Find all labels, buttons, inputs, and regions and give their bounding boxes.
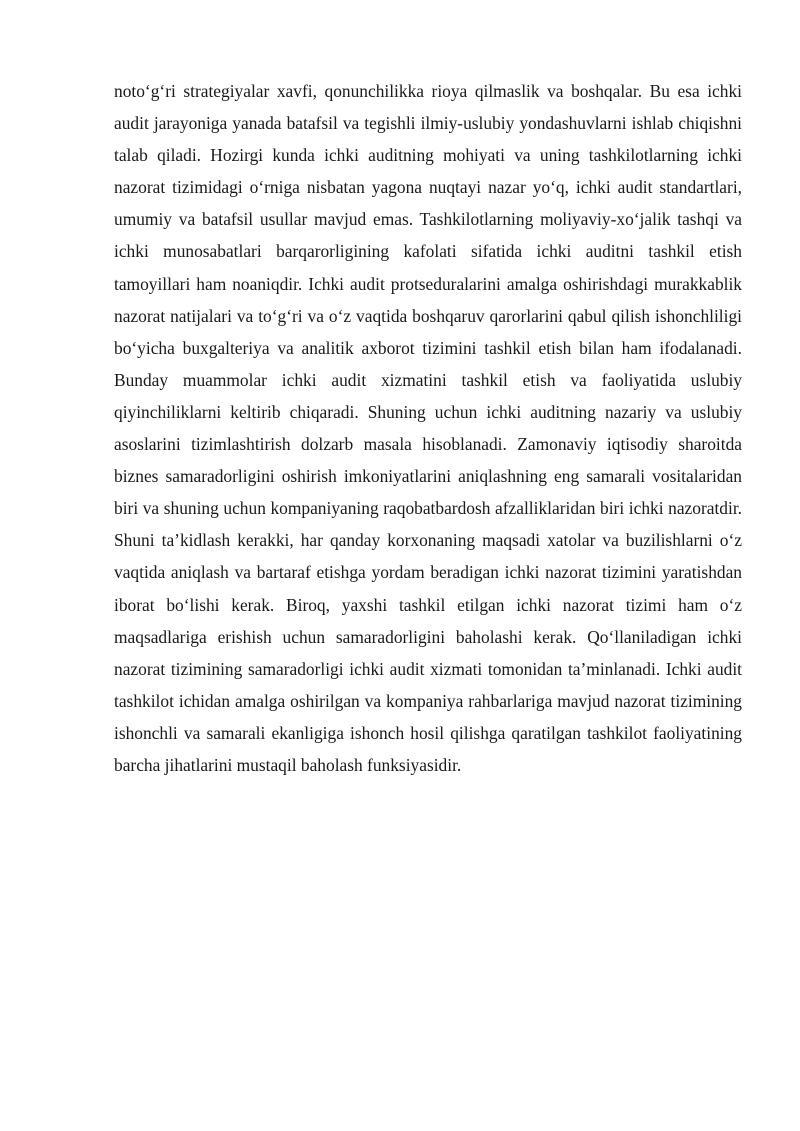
body-paragraph: noto‘g‘ri strategiyalar xavfi, qonunchilikka rioya qilmaslik va boshqalar. Bu esa ichki audit jarayoniga yanada batafsil va tegishli ilmiy-uslubiy yondashuvlarni ishlab chiqishni talab qiladi. Hozirgi kunda ichki auditning mohiyati va uning tashkilotlarning ichki nazorat tizimidagi o‘rniga nisbatan yagona nuqtayi nazar yo‘q, ichki audit standartlari, umumiy va batafsil usullar mavjud emas. Tashkilotlarning moliyaviy-xo‘jalik tashqi va ichki munosabatlari barqarorligining kafolati sifatida ichki auditni tashkil etish tamoyillari ham noaniqdir. Ichki audit protseduralarini amalga oshirishdagi murakkablik nazorat natijalari va to‘g‘ri va o‘z vaqtida boshqaruv qarorlarini qabul qilish ishonchliligi bo‘yicha buxgalteriya va analitik axborot tizimini tashkil etish bilan ham ifodalanadi. Bunday muammolar ichki audit xizmatini tashkil etish va faoliyatida uslubiy qiyinchiliklarni keltirib chiqaradi. Shuning uchun ichki auditning nazariy va uslubiy asoslarini tizimlashtirish dolzarb masala hisoblanadi. Zamonaviy iqtisodiy sharoitda biznes samaradorligini oshirish imkoniyatlarini aniqlashning eng samarali vositalaridan biri va shuning uchun kompaniyaning raqobatbardosh afzalliklaridan biri ichki nazoratdir. Shuni ta’kidlash kerakki, har qanday korxonaning maqsadi xatolar va buzilishlarni o‘z vaqtida aniqlash va bartaraf etishga yordam beradigan ichki nazorat tizimini yaratishdan iborat bo‘lishi kerak. Biroq, yaxshi tashkil etilgan ichki nazorat tizimi ham o‘z maqsadlariga erishish uchun samaradorligini baholashi kerak. Qo‘llaniladigan ichki nazorat tizimining samaradorligi ichki audit xizmati tomonidan ta’minlanadi. Ichki audit tashkilot ichidan amalga oshirilgan va kompaniya rahbarlariga mavjud nazorat tizimining ishonchli va samarali ekanligiga ishonch hosil qilishga qaratilgan tashkilot faoliyatining barcha jihatlarini mustaqil baholash funksiyasidir. <box>114 81 742 775</box>
